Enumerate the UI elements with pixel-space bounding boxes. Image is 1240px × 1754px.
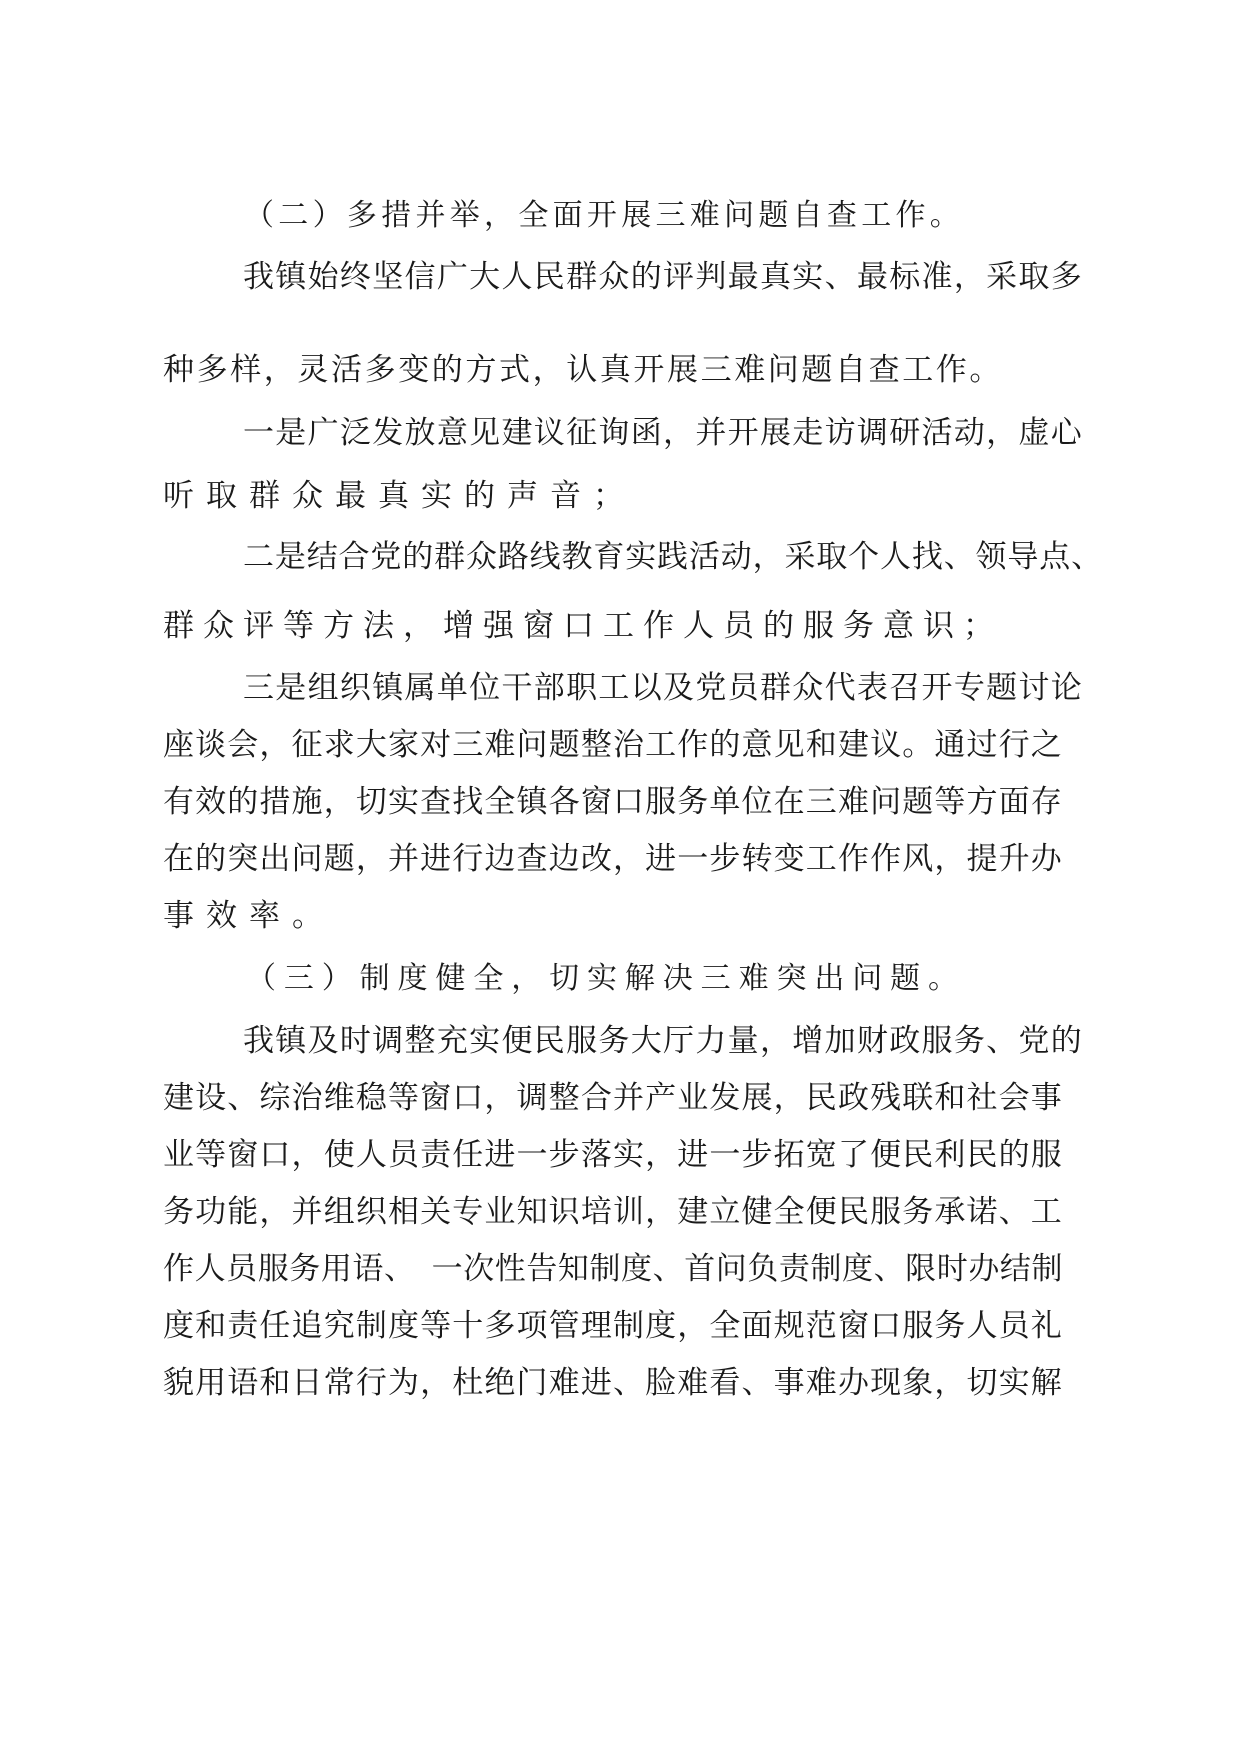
paragraph-line: 三是组织镇属单位干部职工以及党员群众代表召开专题讨论 [243,670,1084,706]
paragraph-line: 二是结合党的群众路线教育实践活动，采取个人找、领导点、 [243,539,1103,575]
paragraph-line: 在的突出问题，并进行边查边改，进一步转变工作作风，提升办 [163,841,1063,877]
section-heading-2: （二）多措并举，全面开展三难问题自查工作。 [244,198,965,233]
paragraph-line: 貌用语和日常行为，杜绝门难进、脸难看、事难办现象，切实解 [163,1365,1063,1401]
paragraph-line: 一是广泛发放意见建议征询函，并开展走访调研活动，虚心 [243,415,1084,451]
paragraph-line: 业等窗口，使人员责任进一步落实，进一步拓宽了便民利民的服 [163,1137,1063,1173]
paragraph-line: 建设、综治维稳等窗口，调整合并产业发展，民政残联和社会事 [163,1080,1063,1116]
paragraph-line: 我镇及时调整充实便民服务大厅力量，增加财政服务、党的 [243,1023,1084,1059]
paragraph-line: 听取群众最真实的声音； [163,478,636,514]
paragraph-line: 务功能，并组织相关专业知识培训，建立健全便民服务承诺、工 [163,1194,1063,1230]
section-heading-3: （三）制度健全，切实解决三难突出问题。 [246,961,966,996]
paragraph-line: 座谈会，征求大家对三难问题整治工作的意见和建议。通过行之 [163,727,1063,763]
paragraph-line: 作人员服务用语、 一次性告知制度、首问负责制度、限时办结制 [163,1251,1064,1287]
paragraph-line: 事效率。 [163,898,335,934]
paragraph-line: 有效的措施，切实查找全镇各窗口服务单位在三难问题等方面存 [163,784,1063,820]
paragraph-line: 我镇始终坚信广大人民群众的评判最真实、最标准，采取多 [243,259,1084,295]
paragraph-line: 度和责任追究制度等十多项管理制度，全面规范窗口服务人员礼 [163,1308,1063,1344]
paragraph-line: 群众评等方法，增强窗口工作人员的服务意识； [163,608,1003,644]
paragraph-line: 种多样，灵活多变的方式，认真开展三难问题自查工作。 [163,352,1003,388]
